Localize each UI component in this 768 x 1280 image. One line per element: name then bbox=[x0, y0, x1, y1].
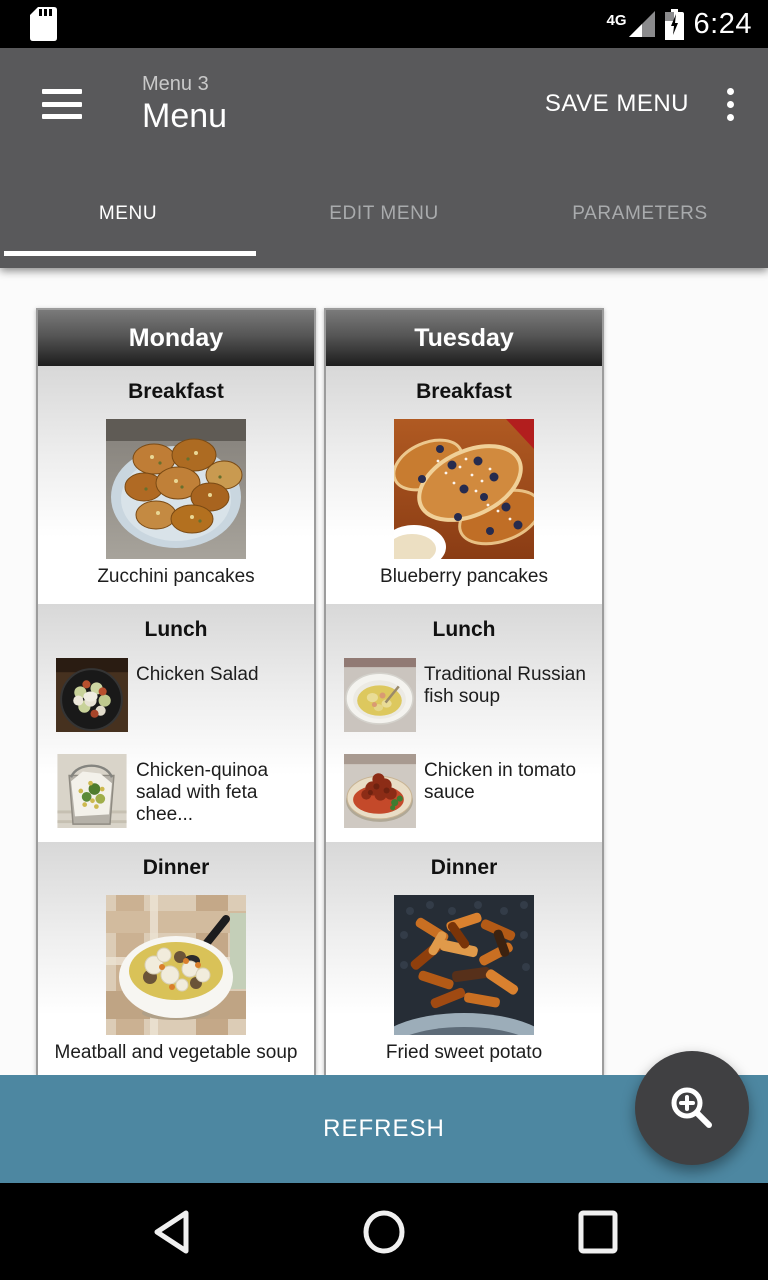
app-subtitle: Menu 3 bbox=[142, 73, 209, 95]
meal-title: Dinner bbox=[430, 856, 498, 879]
tab-menu[interactable]: MENU bbox=[98, 203, 158, 224]
dish-image-russian-fish-soup[interactable] bbox=[344, 658, 416, 732]
day-header: Tuesday bbox=[326, 310, 602, 366]
page-title: Menu bbox=[142, 97, 228, 135]
zoom-fab-button[interactable] bbox=[635, 1051, 749, 1165]
meal-section-breakfast bbox=[326, 366, 602, 604]
back-button[interactable] bbox=[140, 1202, 200, 1262]
home-button[interactable] bbox=[354, 1202, 414, 1262]
dish-title[interactable]: Traditional Russian fish soup bbox=[424, 664, 586, 707]
android-nav-bar bbox=[0, 1183, 768, 1280]
menu-icon[interactable] bbox=[42, 89, 82, 119]
zoom-in-icon bbox=[666, 1082, 718, 1134]
meal-section-dinner bbox=[326, 842, 602, 1075]
day-card-tuesday bbox=[324, 308, 604, 1075]
meal-title: Lunch bbox=[432, 618, 496, 641]
dish-title[interactable]: Fried sweet potato bbox=[385, 1042, 543, 1063]
meal-section-lunch bbox=[326, 604, 602, 842]
network-type-label: 4G bbox=[606, 12, 627, 29]
recents-icon bbox=[578, 1210, 618, 1254]
dish-image-chicken-salad[interactable] bbox=[56, 658, 128, 732]
menu-item[interactable] bbox=[344, 754, 592, 828]
app-bar bbox=[0, 48, 768, 160]
menu-item[interactable] bbox=[56, 754, 304, 828]
dish-title[interactable]: Blueberry pancakes bbox=[380, 566, 548, 587]
meal-section-lunch bbox=[38, 604, 314, 842]
recents-button[interactable] bbox=[568, 1202, 628, 1262]
clock: 6:24 bbox=[693, 7, 752, 40]
meal-title: Breakfast bbox=[128, 380, 224, 403]
menu-item[interactable] bbox=[344, 658, 592, 732]
sd-card-icon bbox=[30, 7, 57, 41]
dish-image-chicken-quinoa-salad[interactable] bbox=[56, 754, 128, 828]
refresh-button-label: REFRESH bbox=[323, 1115, 445, 1142]
dish-image-meatball-vegetable-soup[interactable] bbox=[106, 895, 246, 1035]
overflow-menu-icon[interactable] bbox=[721, 82, 740, 127]
tab-bar bbox=[0, 160, 768, 268]
home-icon bbox=[362, 1210, 406, 1254]
battery-charging-icon bbox=[665, 9, 684, 40]
dish-title[interactable]: Chicken Salad bbox=[136, 664, 259, 685]
meal-section-breakfast bbox=[38, 366, 314, 604]
save-menu-button[interactable]: SAVE MENU bbox=[544, 90, 689, 117]
back-icon bbox=[149, 1208, 191, 1256]
day-card-monday bbox=[36, 308, 316, 1075]
menu-scroll-area[interactable] bbox=[0, 268, 768, 1075]
menu-item[interactable] bbox=[56, 658, 304, 732]
tab-parameters[interactable]: PARAMETERS bbox=[572, 203, 708, 224]
meal-title: Breakfast bbox=[416, 380, 512, 403]
active-tab-indicator bbox=[4, 251, 256, 256]
dish-image-zucchini-pancakes[interactable] bbox=[106, 419, 246, 559]
meal-section-dinner bbox=[38, 842, 314, 1075]
signal-icon bbox=[607, 11, 655, 37]
status-bar bbox=[0, 0, 768, 48]
meal-title: Lunch bbox=[144, 618, 208, 641]
dish-title[interactable]: Zucchini pancakes bbox=[97, 566, 255, 587]
day-header: Monday bbox=[38, 310, 314, 366]
dish-title[interactable]: Chicken-quinoa salad with feta chee... bbox=[136, 760, 269, 825]
tab-edit-menu[interactable]: EDIT MENU bbox=[329, 203, 439, 224]
dish-title[interactable]: Chicken in tomato sauce bbox=[424, 760, 577, 803]
dish-image-blueberry-pancakes[interactable] bbox=[394, 419, 534, 559]
dish-image-chicken-tomato-sauce[interactable] bbox=[344, 754, 416, 828]
meal-title: Dinner bbox=[142, 856, 210, 879]
dish-image-fried-sweet-potato[interactable] bbox=[394, 895, 534, 1035]
dish-title[interactable]: Meatball and vegetable soup bbox=[54, 1042, 298, 1063]
app-header bbox=[0, 48, 768, 268]
